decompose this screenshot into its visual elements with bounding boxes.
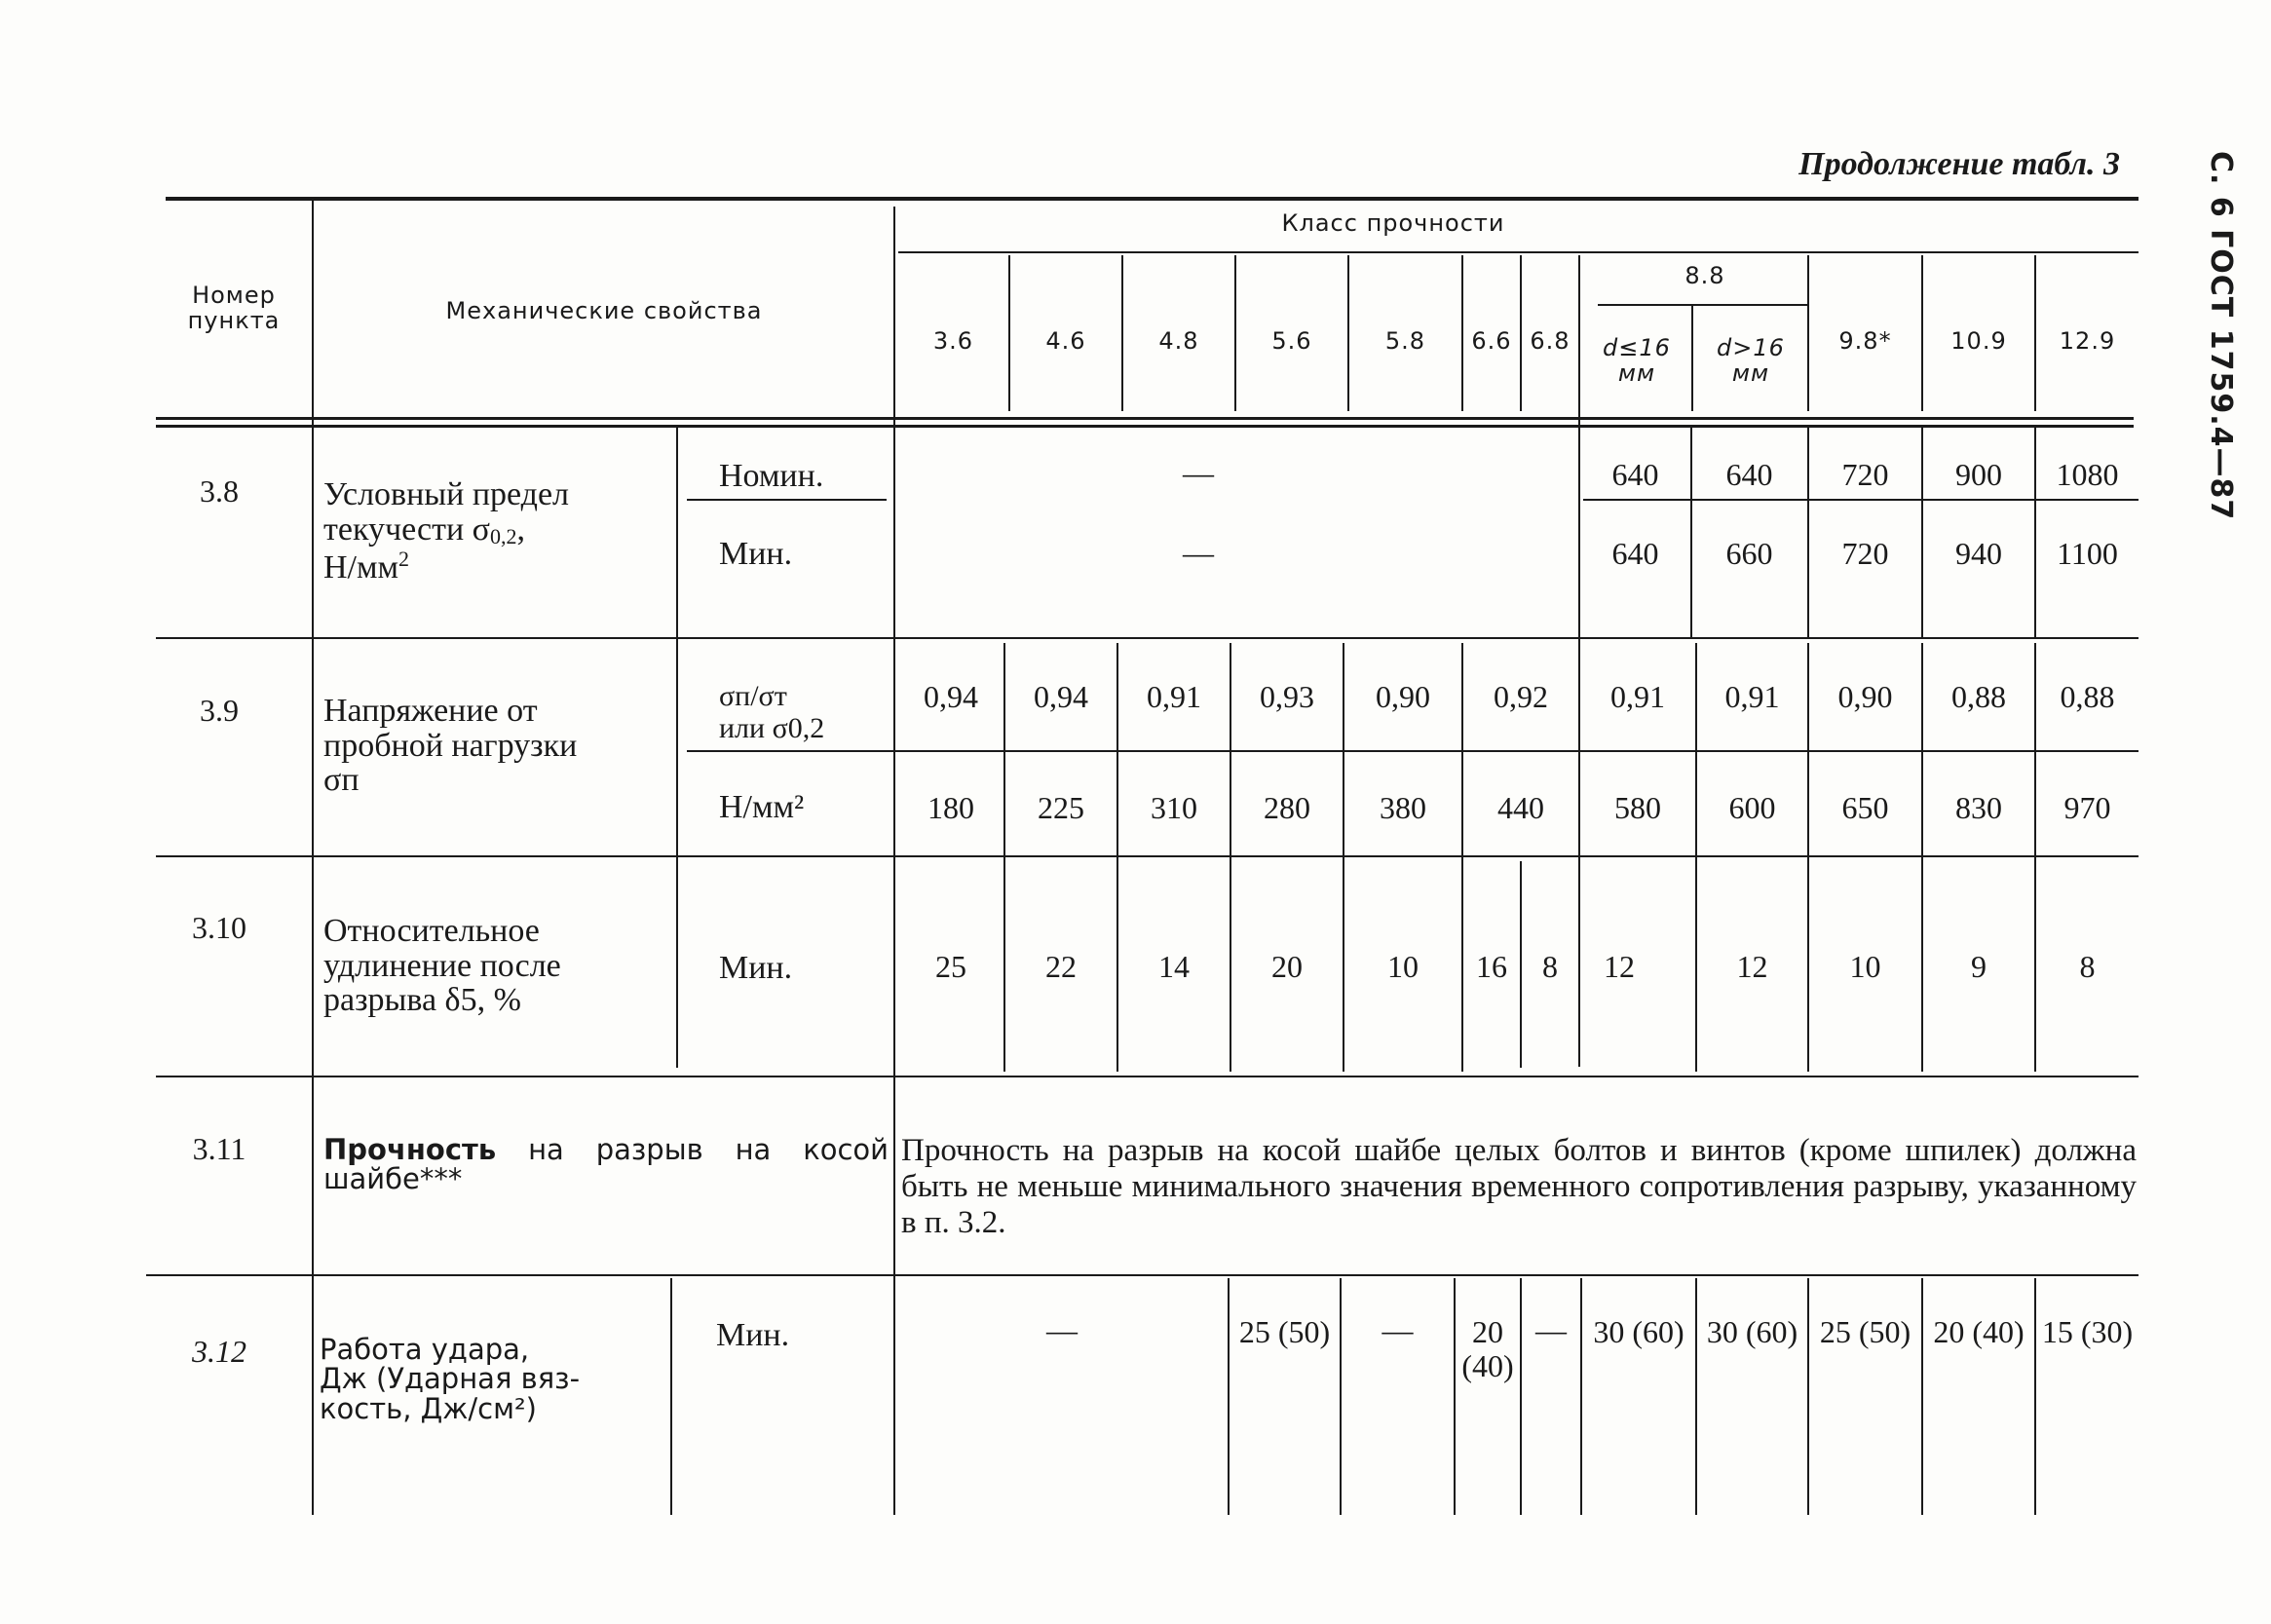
class-6-6: 6.6 xyxy=(1471,327,1512,355)
row-3-9-stress-cell: 280 xyxy=(1264,790,1310,825)
row-3-9-ratio-cell: 0,91 xyxy=(1724,679,1780,714)
row-3-10-cell: 8 xyxy=(1542,949,1558,984)
row-3-8-min-cell: 660 xyxy=(1725,536,1773,571)
class-10-9: 10.9 xyxy=(1950,327,2007,355)
row-3-9-stress-cell: 580 xyxy=(1614,790,1661,825)
rule xyxy=(1583,499,2139,501)
class-5-6: 5.6 xyxy=(1271,327,1312,355)
row-3-10-cell: 10 xyxy=(1849,949,1881,984)
row-3-9-unit-ratio: σп/σт или σ0,2 xyxy=(719,680,825,744)
row-3-11-note: Прочность на разрыв на косой шайбе целых болтов и винтов (кроме шпилек) должна быть не меньше минимального значения временного сопротивления разрыву, указанному в п. 3.2. xyxy=(901,1133,2137,1240)
rule xyxy=(1578,255,1580,1067)
row-3-8-min-cell: 1100 xyxy=(2057,536,2118,571)
rule xyxy=(1695,1278,1697,1515)
row-3-10-cell: 20 xyxy=(1271,949,1303,984)
rule xyxy=(1691,304,1693,411)
class-6-8: 6.8 xyxy=(1530,327,1571,355)
rule xyxy=(146,1274,2139,1276)
header-item-no: Номер пункта xyxy=(187,282,281,335)
row-3-9-ratio-cell: 0,94 xyxy=(1034,679,1088,714)
row-3-12-cell: 20 (40) xyxy=(1461,1314,1514,1384)
rule xyxy=(687,499,887,501)
rule xyxy=(156,1076,2139,1077)
rule xyxy=(1228,1278,1230,1515)
rule xyxy=(312,200,314,1515)
row-3-10-cell: 9 xyxy=(1971,949,1987,984)
row-3-9-label: Напряжение от пробной нагрузки σп xyxy=(323,693,578,799)
class-5-8: 5.8 xyxy=(1384,327,1426,355)
row-3-9-stress-cell: 830 xyxy=(1955,790,2002,825)
row-3-9-stress-cell: 380 xyxy=(1380,790,1426,825)
row-3-9-ratio-cell: 0,93 xyxy=(1260,679,1314,714)
row-3-9-ratio-cell: 0,92 xyxy=(1494,679,1548,714)
row-3-8-nom-cell: 640 xyxy=(1611,457,1659,492)
row-3-12-cell: — xyxy=(1535,1312,1567,1347)
class-12-9: 12.9 xyxy=(2059,327,2116,355)
row-3-10-cell: 12 xyxy=(1736,949,1768,984)
rule xyxy=(166,197,2139,201)
row-3-12-cell: 15 (30) xyxy=(2041,1314,2134,1349)
row-3-9-stress-cell: 310 xyxy=(1151,790,1197,825)
rule xyxy=(156,855,2139,857)
rule xyxy=(1921,1278,1923,1515)
class-3-6: 3.6 xyxy=(932,327,974,355)
row-3-12-label: Работа удара, Дж (Ударная вяз- кость, Дж/см²) xyxy=(320,1333,581,1425)
header-strength-class: Класс прочности xyxy=(1281,209,1505,237)
row-3-9-ratio-cell: 0,91 xyxy=(1610,679,1665,714)
row-3-10-cell: 8 xyxy=(2079,949,2096,984)
row-3-8-min-cell: 720 xyxy=(1841,536,1889,571)
row-3-8-dash-nom: — xyxy=(1183,455,1214,490)
row-3-8-nom-cell: 640 xyxy=(1725,457,1773,492)
row-3-10-cell: 25 xyxy=(935,949,966,984)
rule xyxy=(676,425,678,1068)
rule xyxy=(1580,1278,1582,1515)
rule xyxy=(1454,1278,1456,1515)
row-3-9-ratio-cell: 0,90 xyxy=(1376,679,1430,714)
row-3-11-label: Прочность на разрыв на косой шайбе*** xyxy=(323,1133,889,1196)
row-3-9-stress-cell: 180 xyxy=(927,790,974,825)
rule xyxy=(156,425,2134,428)
row-3-8-min-cell: 940 xyxy=(1955,536,2002,571)
row-3-12-cell: 30 (60) xyxy=(1706,1314,1798,1349)
class-4-8: 4.8 xyxy=(1158,327,1199,355)
class-8-8-large: d>16 мм xyxy=(1717,334,1785,388)
row-3-12-cell: — xyxy=(1046,1312,1078,1347)
class-8-8-small: d≤16 мм xyxy=(1603,334,1671,388)
rule xyxy=(1807,425,1809,637)
rule xyxy=(1921,425,1923,637)
row-3-10-unit: Мин. xyxy=(719,950,793,986)
class-9-8: 9.8* xyxy=(1838,327,1892,355)
row-3-8-nom-cell: 720 xyxy=(1841,457,1889,492)
header-properties: Механические свойства xyxy=(445,297,763,324)
row-3-9-unit-mpa: Н/мм² xyxy=(719,789,805,825)
row-3-10-cell: 14 xyxy=(1158,949,1190,984)
rule xyxy=(1690,425,1692,637)
row-3-12-cell: 25 (50) xyxy=(1238,1314,1331,1349)
row-3-9-stress-cell: 440 xyxy=(1497,790,1544,825)
side-header: С. 6 ГОСТ 1759.4—87 xyxy=(2204,151,2238,521)
row-3-8-nom-cell: 1080 xyxy=(2056,457,2119,492)
continuation-caption: Продолжение табл. 3 xyxy=(1798,146,2120,182)
row-3-12-cell: 25 (50) xyxy=(1819,1314,1911,1349)
row-3-10-label: Относительное удлинение после разрыва δ5, % xyxy=(323,913,561,1019)
row-3-8-label: Условный предел текучести σ0,2, $Н/мм^2$ xyxy=(323,476,570,585)
row-3-9-stress-cell: 970 xyxy=(2063,790,2111,825)
row-3-9-ratio-cell: 0,90 xyxy=(1837,679,1893,714)
row-3-9-stress-cell: 225 xyxy=(1038,790,1084,825)
row-3-12-no: 3.12 xyxy=(192,1334,246,1369)
row-3-10-cell: 12 xyxy=(1604,949,1635,984)
row-3-11-no: 3.11 xyxy=(192,1131,246,1166)
row-3-9-ratio-cell: 0,94 xyxy=(924,679,978,714)
row-3-10-no: 3.10 xyxy=(192,910,246,945)
rule xyxy=(1598,304,1807,306)
rule xyxy=(898,251,2139,253)
rule xyxy=(156,637,2139,639)
rule xyxy=(2034,425,2036,637)
row-3-9-stress-cell: 600 xyxy=(1728,790,1776,825)
row-3-12-unit: Мин. xyxy=(716,1317,790,1353)
class-4-6: 4.6 xyxy=(1045,327,1086,355)
row-3-8-min-cell: 640 xyxy=(1611,536,1659,571)
row-3-9-ratio-cell: 0,88 xyxy=(1951,679,2006,714)
row-3-9-ratio-cell: 0,88 xyxy=(2060,679,2115,714)
rule xyxy=(893,207,895,1515)
row-3-8-dash-min: — xyxy=(1183,535,1214,570)
row-3-8-no: 3.8 xyxy=(200,473,239,509)
row-3-12-cell: — xyxy=(1382,1312,1414,1347)
row-3-12-cell: 20 (40) xyxy=(1933,1314,2025,1349)
rule xyxy=(2034,1278,2036,1515)
row-3-10-cell: 16 xyxy=(1476,949,1507,984)
row-3-8-unit-min: Мин. xyxy=(719,536,793,572)
header-group-8-8: 8.8 xyxy=(1684,262,1725,289)
row-3-10-cell: 22 xyxy=(1045,949,1077,984)
rule xyxy=(670,1278,672,1515)
row-3-9-ratio-cell: 0,91 xyxy=(1147,679,1201,714)
row-3-10-cell: 10 xyxy=(1387,949,1419,984)
row-3-12-cell: 30 (60) xyxy=(1593,1314,1684,1349)
row-3-8-nom-cell: 900 xyxy=(1955,457,2002,492)
row-3-8-unit-nom: Номин. xyxy=(719,458,824,494)
row-3-9-no: 3.9 xyxy=(200,693,239,728)
rule xyxy=(156,417,2134,420)
rule xyxy=(1807,1278,1809,1515)
row-3-9-stress-cell: 650 xyxy=(1841,790,1889,825)
